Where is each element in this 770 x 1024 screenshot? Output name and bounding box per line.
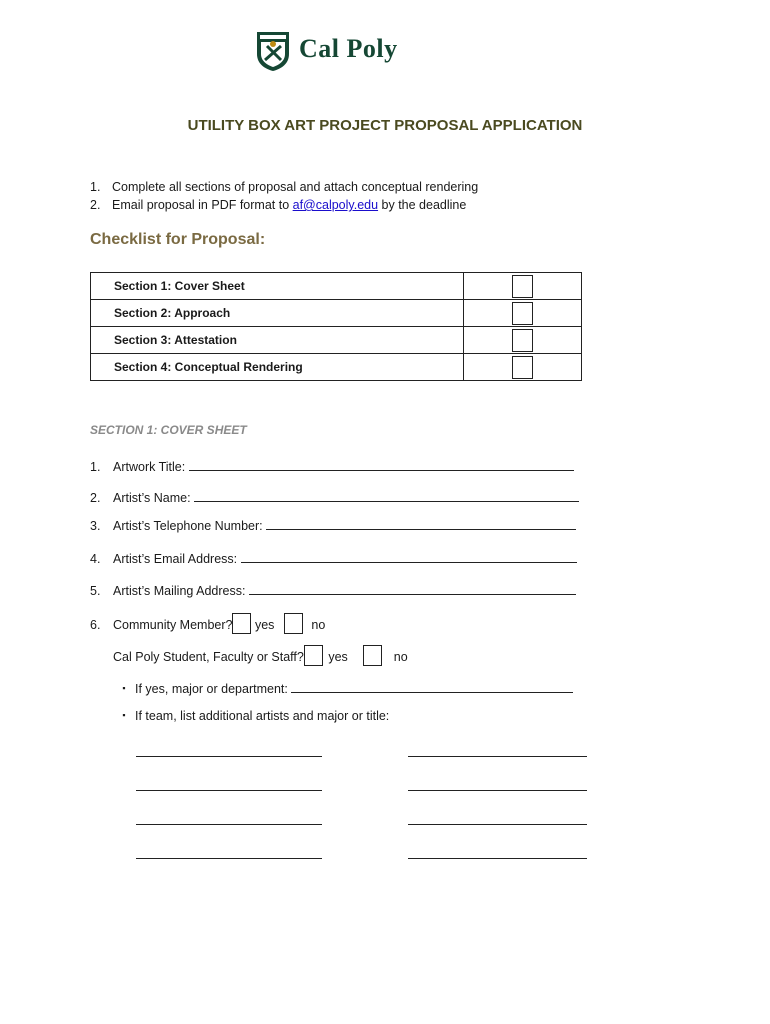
instruction-text: by the deadline [378,198,467,212]
list-number: 1. [90,180,101,194]
team-artist-field[interactable] [136,823,322,825]
yes-label: yes [328,650,348,664]
no-label: no [393,650,408,664]
checklist-heading: Checklist for Proposal: [90,231,266,248]
telephone-row [90,516,576,533]
checklist-label: Section 3: Attestation [91,327,464,354]
field-label: Artist’s Name: [113,491,191,505]
list-number: 5. [90,584,101,598]
calpoly-affiliation-row [113,645,408,666]
team-artist-field[interactable] [408,857,587,859]
field-label: Artwork Title: [113,460,186,474]
list-number: 2. [90,491,101,505]
team-artists-row [113,709,389,723]
logo-wordmark: Cal Poly [299,34,398,63]
major-department-field[interactable] [291,679,573,693]
email-link[interactable]: af@calpoly.edu [292,198,379,212]
section-1-heading: SECTION 1: COVER SHEET [90,423,247,437]
instructions-list [90,178,478,214]
checkbox-conceptual-rendering[interactable] [512,356,533,379]
yes-label: yes [254,618,275,632]
checklist-label: Section 2: Approach [91,300,464,327]
mailing-address-field[interactable] [249,581,576,595]
field-label: Community Member? [113,618,233,632]
list-number: 2. [90,198,101,212]
email-row [90,549,577,566]
bullet-icon: ▪ [122,710,126,720]
shield-icon [255,30,291,72]
team-artist-field[interactable] [136,789,322,791]
calpoly-no-checkbox[interactable] [363,645,382,666]
checklist-row [91,327,582,354]
field-label: Artist’s Email Address: [113,552,238,566]
checklist-table [90,272,582,381]
artwork-title-row [90,457,574,474]
checkbox-approach[interactable] [512,302,533,325]
community-member-row [90,613,325,634]
checklist-row [91,354,582,381]
team-artist-field[interactable] [408,823,587,825]
artist-name-row [90,488,579,505]
checklist-label: Section 1: Cover Sheet [91,273,464,300]
cal-poly-logo [255,30,425,74]
major-department-row [113,679,573,696]
checklist-row [91,273,582,300]
instruction-text: Email proposal in PDF format to [112,198,293,212]
list-number: 4. [90,552,101,566]
community-yes-checkbox[interactable] [232,613,251,634]
community-no-checkbox[interactable] [284,613,303,634]
field-label: If yes, major or department: [135,682,288,696]
list-number: 3. [90,519,101,533]
calpoly-yes-checkbox[interactable] [304,645,323,666]
instruction-2 [90,196,478,214]
checklist-row [91,300,582,327]
checklist-label: Section 4: Conceptual Rendering [91,354,464,381]
no-label: no [311,618,326,632]
field-label: Artist’s Telephone Number: [113,519,263,533]
checkbox-cover-sheet[interactable] [512,275,533,298]
telephone-field[interactable] [266,516,576,530]
field-label: Cal Poly Student, Faculty or Staff? [113,650,304,664]
artist-name-field[interactable] [194,488,579,502]
bullet-icon: ▪ [122,683,126,693]
page-title: UTILITY BOX ART PROJECT PROPOSAL APPLICATION [187,117,583,134]
instruction-text: Complete all sections of proposal and attach conceptual rendering [112,180,479,194]
instruction-1 [90,178,478,196]
checkbox-attestation[interactable] [512,329,533,352]
artwork-title-field[interactable] [189,457,574,471]
team-artist-field[interactable] [136,857,322,859]
mailing-address-row [90,581,576,598]
team-artist-field[interactable] [408,755,587,757]
email-field[interactable] [241,549,577,563]
team-artist-field[interactable] [408,789,587,791]
field-label: Artist’s Mailing Address: [113,584,246,598]
list-number: 1. [90,460,101,474]
field-label: If team, list additional artists and major or title: [135,709,390,723]
team-artist-field[interactable] [136,755,322,757]
list-number: 6. [90,618,101,632]
